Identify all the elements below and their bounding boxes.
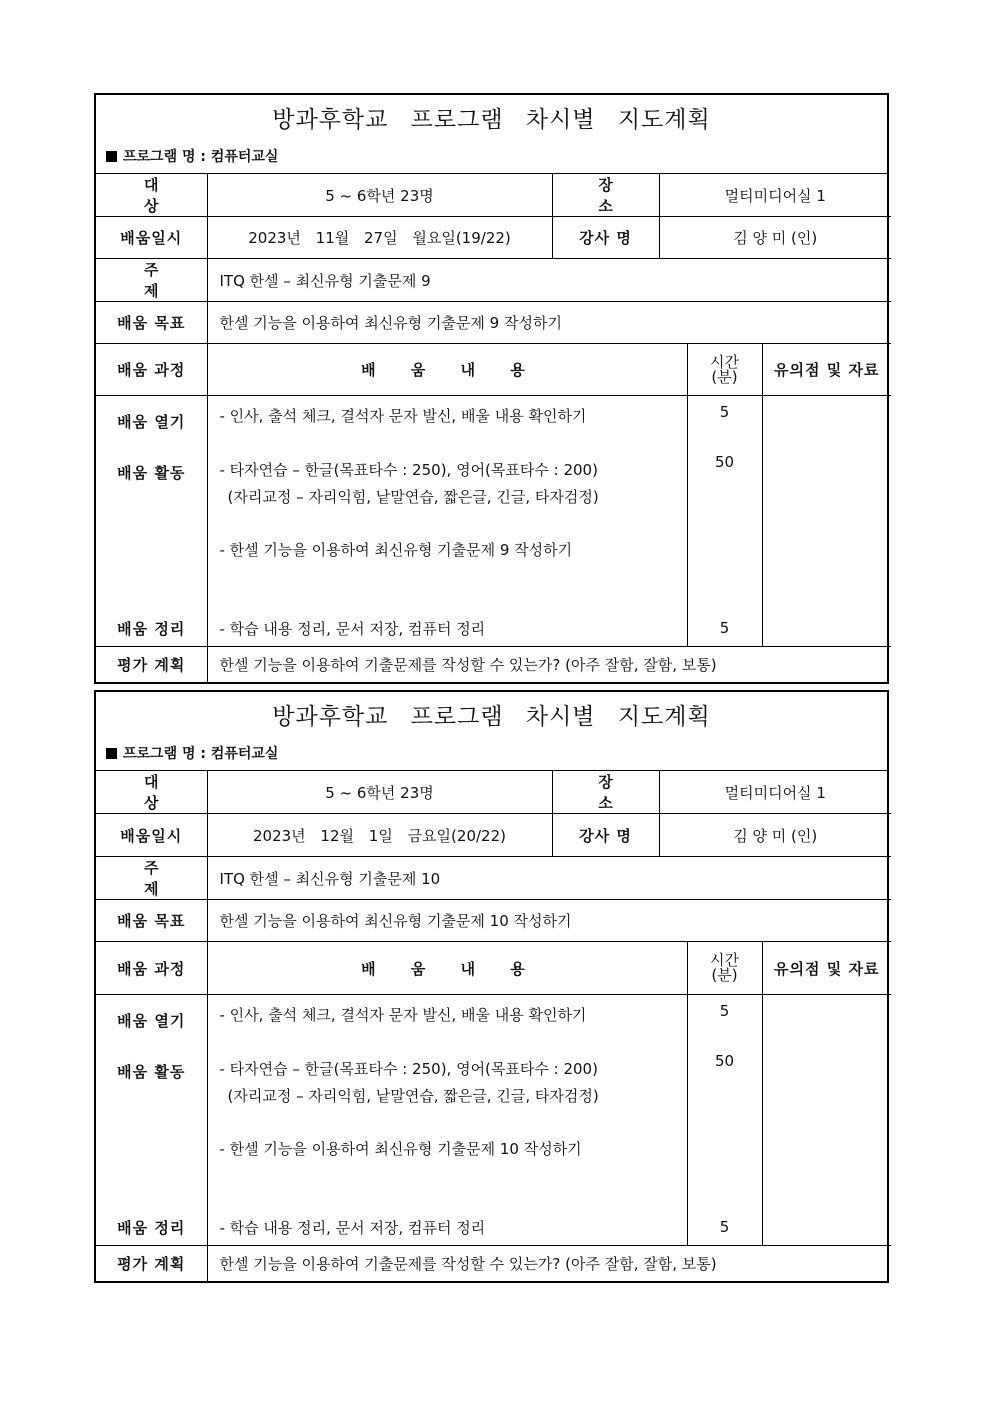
content-header: 배 움 내 용 [207,344,687,396]
target-label: 대 상 [96,771,207,814]
stage-activity-line2: (자리교정 – 자리익힘, 낱말연습, 짧은글, 긴글, 타자검정) [227,488,599,506]
goal-value: 한셀 기능을 이용하여 최신유형 기출문제 9 작성하기 [207,302,891,344]
eval-value: 한셀 기능을 이용하여 기출문제를 작성할 수 있는가? (아주 잘함, 잘함, 보통) [207,1246,891,1281]
stage-activity-line2: (자리교정 – 자리익힘, 낱말연습, 짧은글, 긴글, 타자검정) [227,1087,599,1105]
stage-close-time: 5 [719,619,730,637]
eval-row [96,647,891,682]
plan-header [96,95,887,174]
plan-title: 방과후학교 프로그램 차시별 지도계획 [272,107,711,133]
lesson-plan-2 [94,690,889,1283]
stage-labels [96,396,207,647]
time-header-line2: (분) [711,966,738,984]
stage-close-content: - 학습 내용 정리, 문서 저장, 컴퓨터 정리 [219,620,486,638]
stage-activity-line3: - 한셀 기능을 이용하여 최신유형 기출문제 10 작성하기 [219,1140,582,1158]
plan-title: 방과후학교 프로그램 차시별 지도계획 [272,704,711,730]
stage-activity-time: 50 [714,453,735,471]
teacher-value: 김 양 미 (인) [659,814,891,857]
stage-activity-line3: - 한셀 기능을 이용하여 최신유형 기출문제 9 작성하기 [219,541,573,559]
target-row [96,174,891,217]
stage-open-time: 5 [719,1002,730,1020]
process-label: 배움 과정 [96,942,207,995]
date-label: 배움일시 [96,217,207,259]
square-bullet-icon [106,748,117,759]
stage-contents [207,995,687,1246]
process-body-row [96,995,891,1246]
plan-table [96,771,891,1281]
topic-row [96,259,891,302]
stage-activity-label: 배움 활동 [117,464,186,482]
stage-open-content: - 인사, 출석 체크, 결석자 문자 발신, 배울 내용 확인하기 [219,407,587,425]
date-value: 2023년 11월 27일 월요일(19/22) [207,217,552,259]
stage-close-label: 배움 정리 [117,620,186,638]
place-label: 장 소 [552,174,659,217]
topic-value: ITQ 한셀 – 최신유형 기출문제 10 [207,857,891,900]
topic-label: 주 제 [96,857,207,900]
teacher-value: 김 양 미 (인) [659,217,891,259]
eval-row [96,1246,891,1281]
date-value: 2023년 12월 1일 금요일(20/22) [207,814,552,857]
stage-notes [762,995,891,1246]
target-value: 5 ~ 6학년 23명 [207,771,552,814]
date-label: 배움일시 [96,814,207,857]
stage-open-label: 배움 열기 [117,1012,186,1030]
goal-label: 배움 목표 [96,302,207,344]
time-header [687,344,762,396]
eval-label: 평가 계획 [96,1246,207,1281]
time-header [687,942,762,995]
stage-close-label: 배움 정리 [117,1219,186,1237]
stage-notes [762,396,891,647]
eval-value: 한셀 기능을 이용하여 기출문제를 작성할 수 있는가? (아주 잘함, 잘함, 보통) [207,647,891,682]
lesson-plan-1 [94,93,889,684]
goal-value: 한셀 기능을 이용하여 최신유형 기출문제 10 작성하기 [207,900,891,942]
program-name [106,743,278,763]
stage-close-content: - 학습 내용 정리, 문서 저장, 컴퓨터 정리 [219,1219,486,1237]
date-row [96,217,891,259]
process-header-row [96,942,891,995]
goal-label: 배움 목표 [96,900,207,942]
stage-activity-time: 50 [714,1052,735,1070]
stage-activity-line1: - 타자연습 – 한글(목표타수 : 250), 영어(목표타수 : 200) [219,1060,598,1078]
plan-header [96,692,887,771]
target-value: 5 ~ 6학년 23명 [207,174,552,217]
stage-activity-line1: - 타자연습 – 한글(목표타수 : 250), 영어(목표타수 : 200) [219,461,598,479]
process-label: 배움 과정 [96,344,207,396]
topic-label: 주 제 [96,259,207,302]
goal-row [96,900,891,942]
stage-activity-label: 배움 활동 [117,1063,186,1081]
target-row [96,771,891,814]
date-row [96,814,891,857]
place-label: 장 소 [552,771,659,814]
notes-header: 유의점 및 자료 [762,942,891,995]
program-name-text: 프로그램 명 : 컴퓨터교실 [123,149,279,165]
stage-close-time: 5 [719,1218,730,1236]
plan-table [96,174,891,682]
topic-value: ITQ 한셀 – 최신유형 기출문제 9 [207,259,891,302]
teacher-label: 강사 명 [552,814,659,857]
target-label: 대 상 [96,174,207,217]
stage-open-content: - 인사, 출석 체크, 결석자 문자 발신, 배울 내용 확인하기 [219,1006,587,1024]
process-body-row [96,396,891,647]
topic-row [96,857,891,900]
stage-times [687,995,762,1246]
content-header: 배 움 내 용 [207,942,687,995]
goal-row [96,302,891,344]
time-header-line1: 시간 [710,951,739,969]
time-header-line1: 시간 [710,352,739,371]
time-header-line2: (분) [711,367,738,386]
stage-open-time: 5 [719,403,730,421]
stage-times [687,396,762,647]
stage-open-label: 배움 열기 [117,413,186,431]
stage-labels [96,995,207,1246]
program-name [106,146,278,166]
stage-contents [207,396,687,647]
eval-label: 평가 계획 [96,647,207,682]
program-name-text: 프로그램 명 : 컴퓨터교실 [123,746,279,762]
teacher-label: 강사 명 [552,217,659,259]
square-bullet-icon [106,151,117,162]
notes-header: 유의점 및 자료 [762,344,891,396]
process-header-row [96,344,891,396]
place-value: 멀티미디어실 1 [659,174,891,217]
place-value: 멀티미디어실 1 [659,771,891,814]
